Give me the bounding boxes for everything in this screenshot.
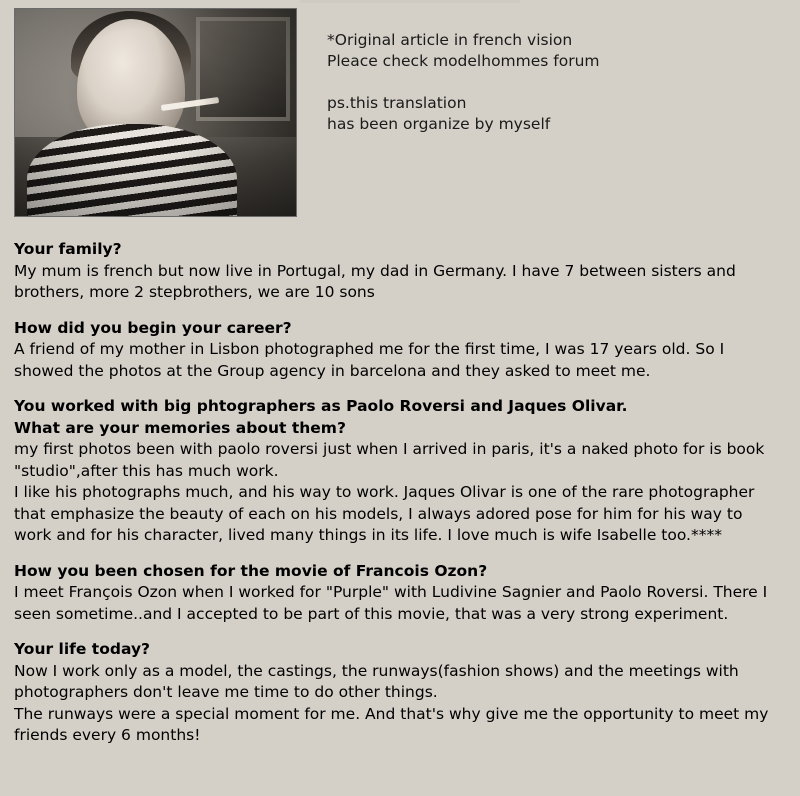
interview-question-1: Your family? <box>14 240 122 258</box>
section-gap <box>14 547 780 561</box>
interview-answer-1: My mum is french but now live in Portugal, my dad in Germany. I have 7 between sisters and brothers, more 2 stepbrothers, we are 10 sons <box>14 261 736 301</box>
note-line-1: *Original article in french vision <box>327 31 573 49</box>
interview-answer-2: A friend of my mother in Lisbon photographed me for the first time, I was 17 years old. So I showed the photos at the Group agency in barcelona and they asked to meet me. <box>14 340 725 380</box>
section-gap <box>14 625 780 639</box>
interview-question-3b: What are your memories about them? <box>14 418 346 437</box>
note-spacer <box>327 72 600 93</box>
interview-question-4: How you been chosen for the movie of Francois Ozon? <box>14 561 488 580</box>
section-gap <box>14 382 780 396</box>
portrait-photo <box>14 8 297 217</box>
photo-vignette <box>15 9 296 216</box>
note-line-2: Pleace check modelhommes forum <box>327 52 600 70</box>
section-gap <box>14 304 780 318</box>
interview-question-3: You worked with big phtographers as Paolo Roversi and Jaques Olivar. <box>14 397 628 415</box>
translation-note <box>327 8 600 135</box>
interview-answer-5b: The runways were a special moment for me. And that's why give me the opportunity to meet my friends every 6 months! <box>14 704 769 744</box>
interview-answer-4: I meet François Ozon when I worked for "Purple" with Ludivine Sagnier and Paolo Roversi. There I seen sometime..and I accepted to be part of this movie, that was a very strong experiment. <box>14 583 768 623</box>
interview-question-2: How did you begin your career? <box>14 318 292 337</box>
interview-answer-3: my first photos been with paolo roversi just when I arrived in paris, it's a naked photo for is book "studio",after this has much work. <box>14 440 765 480</box>
header-area <box>0 0 800 217</box>
note-line-3: ps.this translation <box>327 94 467 112</box>
interview-question-5: Your life today? <box>14 640 151 658</box>
page-top-divider <box>300 0 520 3</box>
interview-body <box>0 217 800 747</box>
interview-answer-5: Now I work only as a model, the castings, the runways(fashion shows) and the meetings with photographers don't leave me time to do other things. <box>14 661 739 701</box>
note-line-4: has been organize by myself <box>327 115 551 133</box>
interview-answer-3b: I like his photographs much, and his way to work. Jaques Olivar is one of the rare photographer that emphasize the beauty of each on his models, I always adored pose for him for his way to work and for his character, lived many things in its life. I love much is wife Isabelle too.**** <box>14 483 755 544</box>
